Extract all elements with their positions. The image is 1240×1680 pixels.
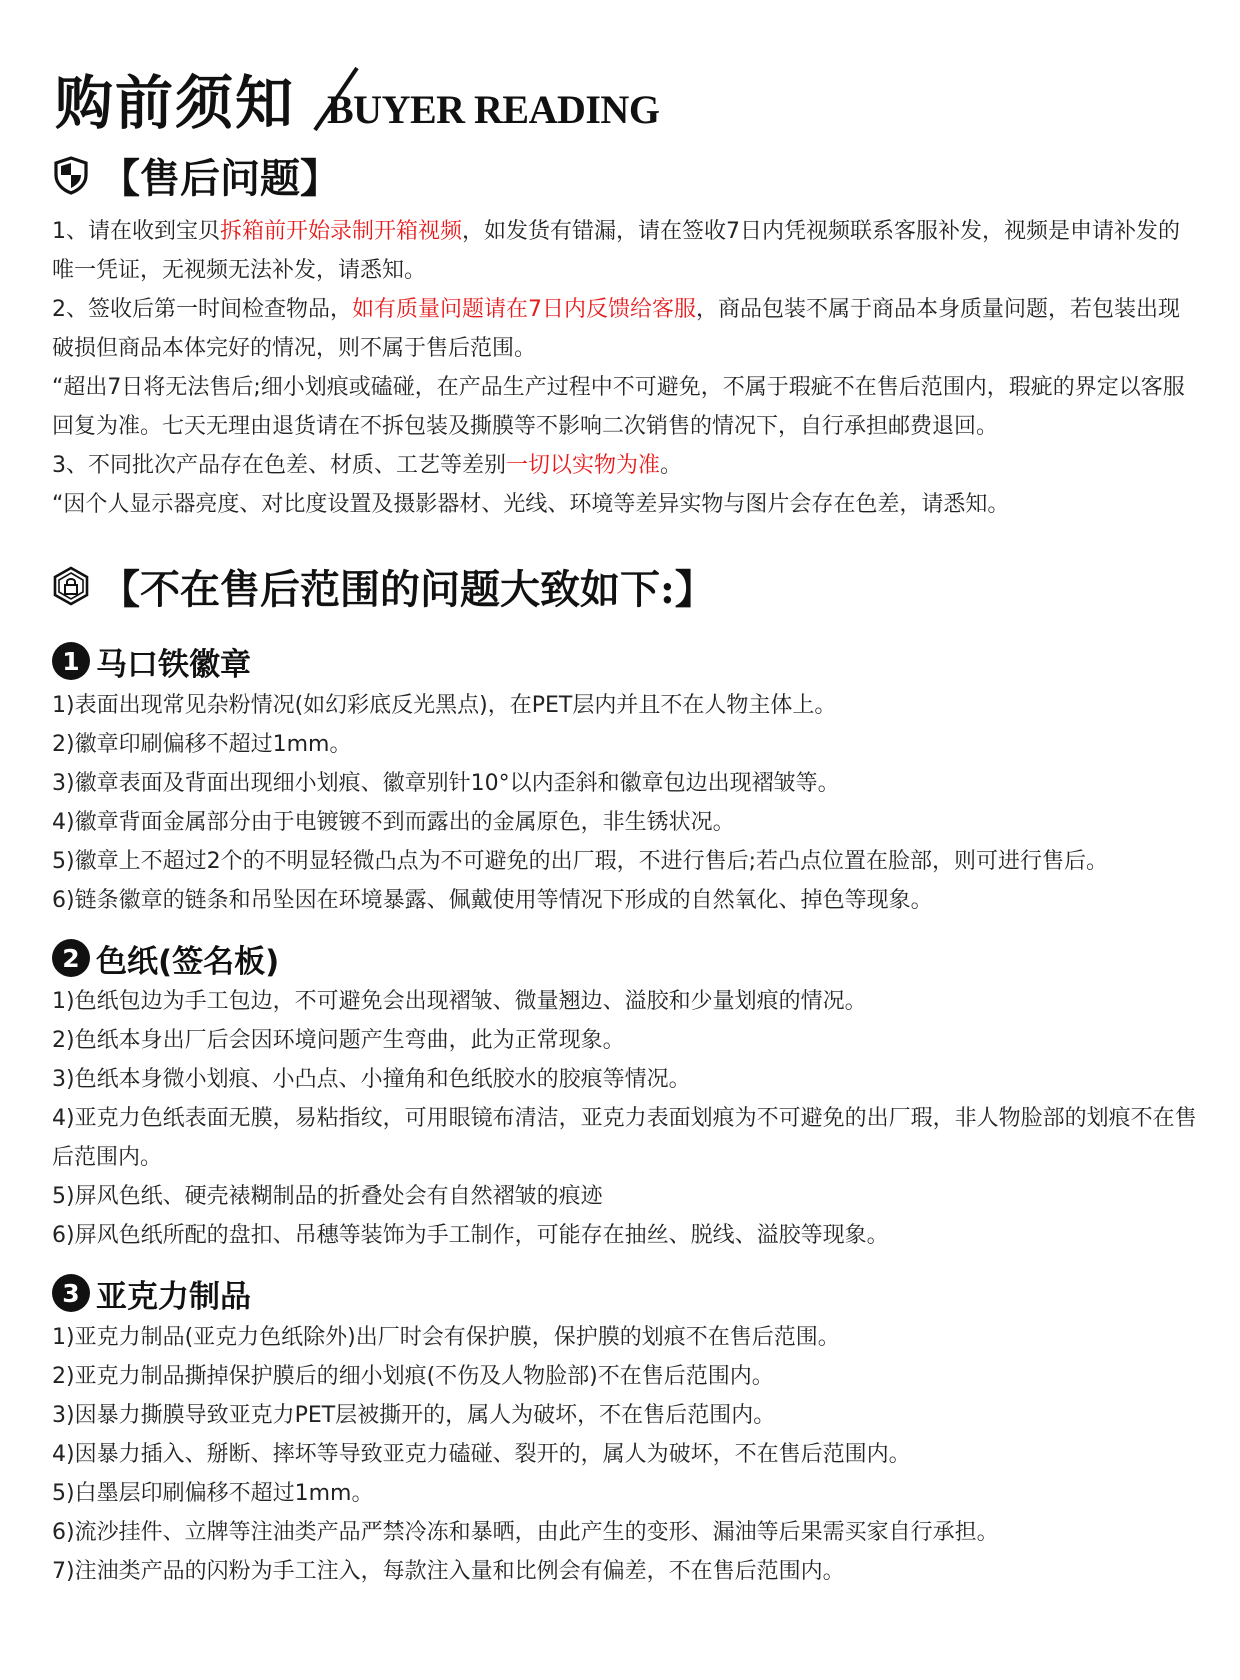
after-sales-item-1: 1、请在收到宝贝拆箱前开始录制开箱视频，如发货有错漏，请在签收7日内凭视频联系客服补发，视频是申请补发的唯一凭证，无视频无法补发，请悉知。 [52, 219, 1181, 283]
list-item: 2)亚克力制品撕掉保护膜后的细小划痕(不伤及人物脸部)不在售后范围内。 [52, 1364, 774, 1389]
category-title-text: 色纸(签名板) [96, 943, 280, 980]
list-item: 2)徽章印刷偏移不超过1mm。 [52, 732, 352, 757]
list-item: 3)因暴力撕膜导致亚克力PET层被撕开的，属人为破坏，不在售后范围内。 [52, 1403, 776, 1428]
category-tin-badge-list [52, 686, 1197, 920]
category-title-text: 马口铁徽章 [96, 646, 251, 683]
list-item: 7)注油类产品的闪粉为手工注入，每款注入量和比例会有偏差，不在售后范围内。 [52, 1559, 845, 1584]
list-item: 1)表面出现常见杂粉情况(如幻彩底反光黑点)，在PET层内并且不在人物主体上。 [52, 693, 837, 718]
list-item: 2)色纸本身出厂后会因环境问题产生弯曲，此为正常现象。 [52, 1028, 625, 1053]
category-shikishi-title [52, 935, 279, 981]
list-item: 6)流沙挂件、立牌等注油类产品严禁冷冻和暴晒，由此产生的变形、漏油等后果需买家自行承担。 [52, 1520, 999, 1545]
number-badge-icon: 3 [52, 1274, 90, 1312]
list-item: 4)亚克力色纸表面无膜，易粘指纹，可用眼镜布清洁，亚克力表面划痕为不可避免的出厂瑕，非人物脸部的划痕不在售后范围内。 [52, 1106, 1197, 1170]
category-acrylic-list [52, 1318, 1197, 1591]
category-shikishi-list [52, 982, 1197, 1255]
list-item: 4)因暴力插入、掰断、摔坏等导致亚克力磕碰、裂开的，属人为破坏，不在售后范围内。 [52, 1442, 911, 1467]
after-sales-item-5: “因个人显示器亮度、对比度设置及摄影器材、光线、环境等差异实物与图片会存在色差，请悉知。 [52, 492, 1010, 517]
category-tin-badge-title [52, 638, 251, 684]
after-sales-item-3: “超出7日将无法售后;细小划痕或磕碰，在产品生产过程中不可避免，不属于瑕疵不在售后范围内，瑕疵的界定以客服回复为准。七天无理由退货请在不拆包装及撕膜等不影响二次销售的情况下，自行承担邮费退回。 [52, 375, 1185, 439]
category-acrylic-title [52, 1270, 251, 1316]
header-title-en: BUYER READING [327, 87, 660, 132]
after-sales-paragraphs [52, 212, 1192, 524]
list-item: 1)亚克力制品(亚克力色纸除外)出厂时会有保护膜，保护膜的划痕不在售后范围。 [52, 1325, 840, 1350]
section-title-text: 【售后问题】 [100, 154, 340, 202]
number-badge-icon: 1 [52, 642, 90, 680]
list-item: 5)屏风色纸、硬壳裱糊制品的折叠处会有自然褶皱的痕迹 [52, 1184, 603, 1209]
shield-icon [52, 155, 90, 195]
list-item: 6)链条徽章的链条和吊坠因在环境暴露、佩戴使用等情况下形成的自然氧化、掉色等现象。 [52, 888, 933, 913]
after-sales-item-2: 2、签收后第一时间检查物品，如有质量问题请在7日内反馈给客服，商品包装不属于商品本身质量问题，若包装出现破损但商品本体完好的情况，则不属于售后范围。 [52, 297, 1181, 361]
number-badge-icon: 2 [52, 939, 90, 977]
list-item: 5)白墨层印刷偏移不超过1mm。 [52, 1481, 374, 1506]
list-item: 3)色纸本身微小划痕、小凸点、小撞角和色纸胶水的胶痕等情况。 [52, 1067, 691, 1092]
list-item: 1)色纸包边为手工包边，不可避免会出现褶皱、微量翘边、溢胶和少量划痕的情况。 [52, 989, 867, 1014]
lock-hexagon-icon [52, 566, 90, 606]
section-title-text: 【不在售后范围的问题大致如下:】 [100, 565, 715, 613]
section-exclusions-title [52, 556, 715, 616]
section-after-sales-title [52, 145, 340, 205]
list-item: 3)徽章表面及背面出现细小划痕、徽章别针10°以内歪斜和徽章包边出现褶皱等。 [52, 771, 840, 796]
header-title-cn: 购前须知 [55, 69, 296, 137]
after-sales-item-4: 3、不同批次产品存在色差、材质、工艺等差别一切以实物为准。 [52, 453, 683, 478]
list-item: 4)徽章背面金属部分由于电镀镀不到而露出的金属原色，非生锈状况。 [52, 810, 735, 835]
page-header [55, 48, 755, 138]
category-title-text: 亚克力制品 [96, 1278, 251, 1315]
list-item: 5)徽章上不超过2个的不明显轻微凸点为不可避免的出厂瑕，不进行售后;若凸点位置在脸部，则可进行售后。 [52, 849, 1108, 874]
list-item: 6)屏风色纸所配的盘扣、吊穗等装饰为手工制作，可能存在抽丝、脱线、溢胶等现象。 [52, 1223, 889, 1248]
